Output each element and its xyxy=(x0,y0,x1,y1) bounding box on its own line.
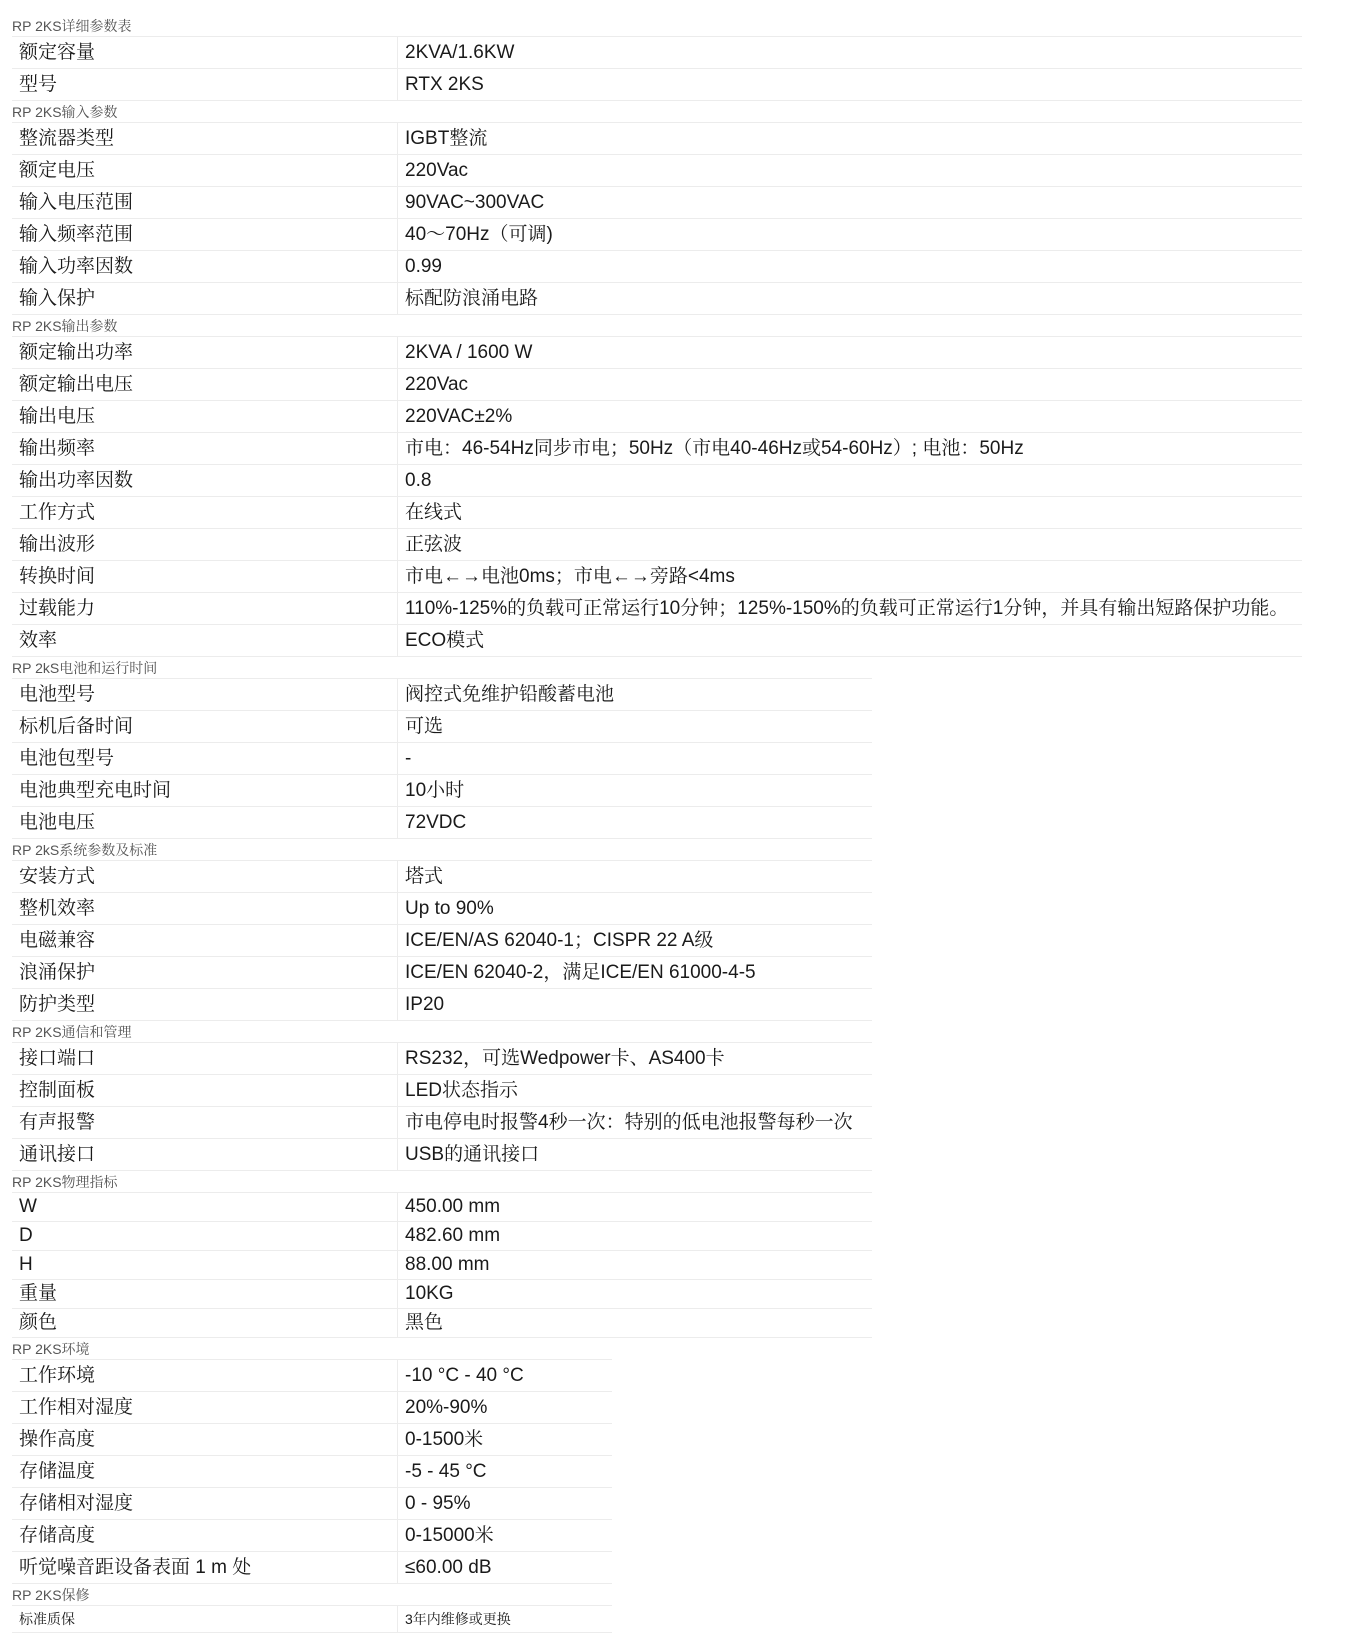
table-row xyxy=(12,625,1302,657)
table-row xyxy=(12,251,1302,283)
table-row xyxy=(12,69,1302,101)
section-title: RP 2kS电池和运行时间 xyxy=(12,660,158,676)
table-row xyxy=(12,711,872,743)
table-row xyxy=(12,989,872,1021)
table-row xyxy=(12,1280,872,1309)
row-label: 控制面板 xyxy=(12,1075,398,1107)
row-label: 工作相对湿度 xyxy=(12,1392,398,1424)
row-label: H xyxy=(12,1251,398,1280)
table-row xyxy=(12,433,1302,465)
table-row xyxy=(12,775,872,807)
row-label: 电池电压 xyxy=(12,807,398,839)
row-label: 安装方式 xyxy=(12,861,398,893)
row-value: ≤60.00 dB xyxy=(398,1552,613,1584)
row-label: 听觉噪音距设备表面 1 m 处 xyxy=(12,1552,398,1584)
row-value: 塔式 xyxy=(398,861,873,893)
table-row xyxy=(12,743,872,775)
row-value: ICE/EN/AS 62040-1；CISPR 22 A级 xyxy=(398,925,873,957)
row-label: 整机效率 xyxy=(12,893,398,925)
row-label: 浪涌保护 xyxy=(12,957,398,989)
row-value: 阀控式免维护铅酸蓄电池 xyxy=(398,679,873,711)
table-row xyxy=(12,1222,872,1251)
section-title: RP 2KS物理指标 xyxy=(12,1174,118,1190)
row-label: 存储高度 xyxy=(12,1520,398,1552)
spec-table xyxy=(12,860,872,1021)
row-label: 存储相对湿度 xyxy=(12,1488,398,1520)
table-row xyxy=(12,1075,872,1107)
table-row xyxy=(12,925,872,957)
table-row xyxy=(12,679,872,711)
row-value: 450.00 mm xyxy=(398,1193,873,1222)
row-label: 接口端口 xyxy=(12,1043,398,1075)
row-value: ECO模式 xyxy=(398,625,1303,657)
row-value: Up to 90% xyxy=(398,893,873,925)
section-title: RP 2KS保修 xyxy=(12,1587,90,1603)
section-title: RP 2KS输出参数 xyxy=(12,318,118,334)
row-label: 额定输出电压 xyxy=(12,369,398,401)
table-row xyxy=(12,1456,612,1488)
row-label: 输入保护 xyxy=(12,283,398,315)
row-value: IP20 xyxy=(398,989,873,1021)
row-value: RS232，可选Wedpower卡、AS400卡 xyxy=(398,1043,873,1075)
row-value: LED状态指示 xyxy=(398,1075,873,1107)
table-row xyxy=(12,123,1302,155)
row-label: 工作方式 xyxy=(12,497,398,529)
row-label: 转换时间 xyxy=(12,561,398,593)
spec-table xyxy=(12,678,872,839)
row-value: 72VDC xyxy=(398,807,873,839)
row-value: 市电←→电池0ms；市电←→旁路<4ms xyxy=(398,561,1303,593)
row-value: 0.8 xyxy=(398,465,1303,497)
row-label: 型号 xyxy=(12,69,398,101)
row-value: 20%-90% xyxy=(398,1392,613,1424)
row-value: 市电停电时报警4秒一次：特别的低电池报警每秒一次 xyxy=(398,1107,873,1139)
row-value: RTX 2KS xyxy=(398,69,1303,101)
row-value: 黑色 xyxy=(398,1309,873,1338)
table-row xyxy=(12,1043,872,1075)
row-value: - xyxy=(398,743,873,775)
table-row xyxy=(12,1392,612,1424)
row-value: -10 °C - 40 °C xyxy=(398,1360,613,1392)
table-row xyxy=(12,369,1302,401)
row-value: 220VAC±2% xyxy=(398,401,1303,433)
spec-sheet xyxy=(12,15,1302,1633)
row-value: 482.60 mm xyxy=(398,1222,873,1251)
row-value: 220Vac xyxy=(398,155,1303,187)
row-value: 标配防浪涌电路 xyxy=(398,283,1303,315)
row-label: D xyxy=(12,1222,398,1251)
row-value: 正弦波 xyxy=(398,529,1303,561)
row-label: 有声报警 xyxy=(12,1107,398,1139)
row-label: 操作高度 xyxy=(12,1424,398,1456)
table-row xyxy=(12,1139,872,1171)
row-label: 防护类型 xyxy=(12,989,398,1021)
row-label: 电池包型号 xyxy=(12,743,398,775)
table-row xyxy=(12,283,1302,315)
spec-table xyxy=(12,36,1302,101)
row-value: 110%-125%的负载可正常运行10分钟；125%-150%的负载可正常运行1分钟，并具有输出短路保护功能。 xyxy=(398,593,1303,625)
row-label: 标机后备时间 xyxy=(12,711,398,743)
row-value: 10KG xyxy=(398,1280,873,1309)
row-label: 输出功率因数 xyxy=(12,465,398,497)
row-value: 40～70Hz（可调) xyxy=(398,219,1303,251)
row-label: 输出电压 xyxy=(12,401,398,433)
row-value: -5 - 45 °C xyxy=(398,1456,613,1488)
table-row xyxy=(12,861,872,893)
row-label: 输入功率因数 xyxy=(12,251,398,283)
row-value: 0-1500米 xyxy=(398,1424,613,1456)
row-label: 输出频率 xyxy=(12,433,398,465)
table-row xyxy=(12,957,872,989)
table-row xyxy=(12,1251,872,1280)
section-title: RP 2KS通信和管理 xyxy=(12,1024,132,1040)
row-label: 输出波形 xyxy=(12,529,398,561)
row-value: 0.99 xyxy=(398,251,1303,283)
spec-table xyxy=(12,122,1302,315)
table-row xyxy=(12,219,1302,251)
spec-table xyxy=(12,1359,612,1584)
row-label: 存储温度 xyxy=(12,1456,398,1488)
table-row xyxy=(12,337,1302,369)
table-row xyxy=(12,1520,612,1552)
row-label: 整流器类型 xyxy=(12,123,398,155)
row-value: 在线式 xyxy=(398,497,1303,529)
row-value: 0-15000米 xyxy=(398,1520,613,1552)
spec-table xyxy=(12,336,1302,657)
row-label: 电池典型充电时间 xyxy=(12,775,398,807)
row-value: USB的通讯接口 xyxy=(398,1139,873,1171)
row-label: 电池型号 xyxy=(12,679,398,711)
table-row xyxy=(12,1606,612,1633)
table-row xyxy=(12,529,1302,561)
spec-table xyxy=(12,1605,612,1633)
row-value: 2KVA/1.6KW xyxy=(398,37,1303,69)
row-label: 过载能力 xyxy=(12,593,398,625)
spec-table xyxy=(12,1192,872,1338)
table-row xyxy=(12,593,1302,625)
table-row xyxy=(12,1107,872,1139)
row-value: 88.00 mm xyxy=(398,1251,873,1280)
row-label: 额定电压 xyxy=(12,155,398,187)
section-title: RP 2KS环境 xyxy=(12,1341,90,1357)
section-title: RP 2kS系统参数及标准 xyxy=(12,842,158,858)
row-label: 输入频率范围 xyxy=(12,219,398,251)
table-row xyxy=(12,1193,872,1222)
table-row xyxy=(12,561,1302,593)
row-value: 90VAC~300VAC xyxy=(398,187,1303,219)
row-value: 市电：46-54Hz同步市电；50Hz（市电40-46Hz或54-60Hz）; 电池：50Hz xyxy=(398,433,1303,465)
row-label: 通讯接口 xyxy=(12,1139,398,1171)
row-value: ICE/EN 62040-2，满足ICE/EN 61000-4-5 xyxy=(398,957,873,989)
row-value: IGBT整流 xyxy=(398,123,1303,155)
row-label: W xyxy=(12,1193,398,1222)
table-row xyxy=(12,893,872,925)
row-value: 0 - 95% xyxy=(398,1488,613,1520)
row-label: 重量 xyxy=(12,1280,398,1309)
row-label: 颜色 xyxy=(12,1309,398,1338)
row-value: 10小时 xyxy=(398,775,873,807)
row-label: 电磁兼容 xyxy=(12,925,398,957)
table-row xyxy=(12,465,1302,497)
row-value: 2KVA / 1600 W xyxy=(398,337,1303,369)
table-row xyxy=(12,187,1302,219)
table-row xyxy=(12,1360,612,1392)
section-title: RP 2KS输入参数 xyxy=(12,104,118,120)
table-row xyxy=(12,1488,612,1520)
row-value: 220Vac xyxy=(398,369,1303,401)
row-value: 可选 xyxy=(398,711,873,743)
table-row xyxy=(12,497,1302,529)
spec-table xyxy=(12,1042,872,1171)
row-label: 工作环境 xyxy=(12,1360,398,1392)
table-row xyxy=(12,1424,612,1456)
table-row xyxy=(12,401,1302,433)
table-row xyxy=(12,1552,612,1584)
row-label: 额定容量 xyxy=(12,37,398,69)
row-label: 标准质保 xyxy=(12,1606,398,1633)
section-title: RP 2KS详细参数表 xyxy=(12,18,132,34)
table-row xyxy=(12,1309,872,1338)
table-row xyxy=(12,807,872,839)
row-value: 3年内维修或更换 xyxy=(398,1606,613,1633)
row-label: 效率 xyxy=(12,625,398,657)
table-row xyxy=(12,37,1302,69)
row-label: 输入电压范围 xyxy=(12,187,398,219)
table-row xyxy=(12,155,1302,187)
row-label: 额定输出功率 xyxy=(12,337,398,369)
